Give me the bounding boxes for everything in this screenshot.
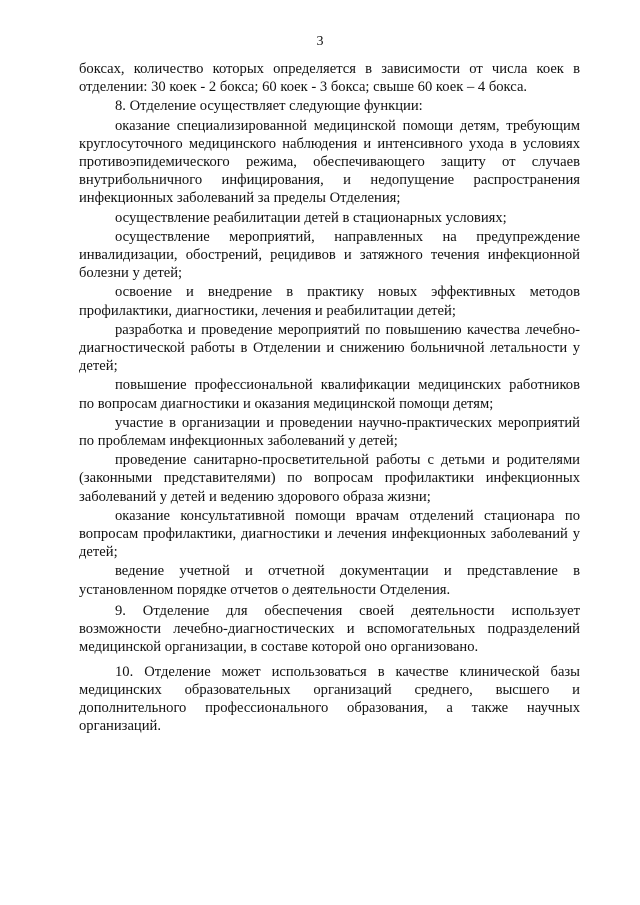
function-health-education: проведение санитарно-просветительной работы с детьми и родителями (законными представителями) по вопросам профилактики инфекционных заболеваний у детей и ведению здорового образа жизни; [79,452,580,505]
function-consultations: оказание консультативной помощи врачам отделений стационара по вопросам профилактики, диагностики и лечения инфекционных заболеваний у детей; [79,507,580,561]
function-documentation: ведение учетной и отчетной документации и представление в установленном порядке отчетов о деятельности Отделения. [79,563,580,598]
function-specialized-care: оказание специализированной медицинской помощи детям, требующим круглосуточного медицинского наблюдения и интенсивного ухода в условиях противоэпидемического режима, обеспечивающего защиту от случаев внутрибольничного инфицирования, и недопущение распространения инфекционных заболеваний за пределы Отделения; [79,117,580,207]
document-body [79,60,580,735]
paragraph-item-9: 9. Отделение для обеспечения своей деятельности использует возможности лечебно-диагностических и вспомогательных подразделений медицинской организации, в составе которой оно организовано. [79,602,580,656]
paragraph-item-8-heading: 8. Отделение осуществляет следующие функции: [115,98,423,115]
page-number: 3 [316,34,324,49]
function-prevention-measures: осуществление мероприятий, направленных на предупреждение инвалидизации, обострений, рецидивов и затяжного течения инфекционной болезни у детей; [79,228,580,282]
paragraph-item-10: 10. Отделение может использоваться в качестве клинической базы медицинских образовательных организаций среднего, высшего и дополнительного профессионального образования, а также научных организаций. [79,663,580,735]
paragraph-boxes-count: боксах, количество которых определяется в зависимости от числа коек в отделении: 30 коек - 2 бокса; 60 коек - 3 бокса; свыше 60 коек – 4 бокса. [79,61,580,96]
function-new-methods: освоение и внедрение в практику новых эффективных методов профилактики, диагностики, лечения и реабилитации детей; [79,284,580,319]
function-qualification: повышение профессиональной квалификации медицинских работников по вопросам диагностики и оказания медицинской помощи детям; [79,377,580,412]
function-quality-improvement: разработка и проведение мероприятий по повышению качества лечебно-диагностической работы в Отделении и снижению больничной летальности у детей; [79,321,580,375]
function-scientific-events: участие в организации и проведении научно-практических мероприятий по проблемам инфекционных заболеваний у детей; [79,414,580,450]
function-rehabilitation: осуществление реабилитации детей в стационарных условиях; [115,209,507,226]
